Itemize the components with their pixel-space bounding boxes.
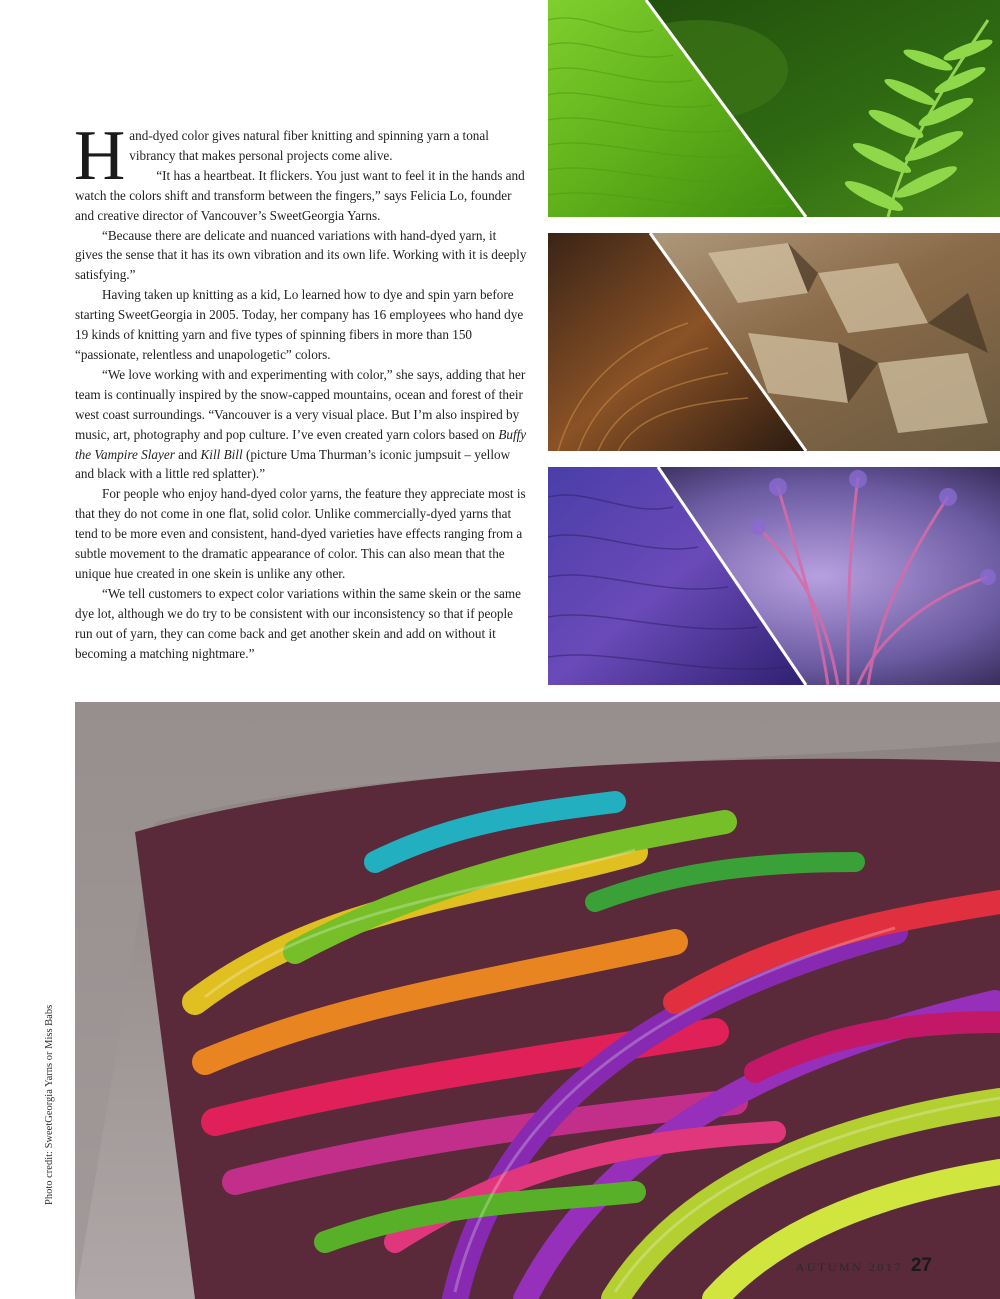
article-paragraph-1: Hand-dyed color gives natural fiber knitting and spinning yarn a tonal vibrancy that makes personal projects come alive.: [74, 117, 489, 195]
article-paragraph-4: Having taken up knitting as a kid, Lo learned how to dye and spin yarn before starting SweetGeorgia in 2005. Today, her company has 16 employees who hand dye 19 kinds of knitting yarn and five types of spinning fibers in more than 150 “passionate, relentless and unapologetic” colors.: [75, 287, 524, 362]
kill-bill-title: Kill Bill: [200, 446, 243, 462]
issue-label: AUTUMN 2017: [795, 1260, 903, 1274]
brown-yarn-bark-photo: [548, 233, 1000, 451]
article-paragraph-2: “It has a heartbeat. It flickers. You just want to feel it in the hands and watch the colors shift and transform between the fingers,” says Felicia Lo, founder and creative director of Vancouver’s SweetGeorgia Yarns.: [75, 167, 525, 223]
article-paragraph-7: “We tell customers to expect color variations within the same skein or the same dye lot, although we do try to be consistent with our inconsistency so that if people run out of yarn, they can come back and get another skein and add on without it becoming a matching nightmare.”: [75, 585, 521, 661]
article-paragraph-5: “We love working with and experimenting with color,” she says, adding that her team is continually inspired by the snow-capped mountains, ocean and forest of their west coast surroundings. “Vancouver is a very visual place. But I’m also inspired by music, art, photography and pop culture. I’ve even created yarn colors based on Buffy the Vampire Slayer and Kill Bill (picture Uma Thurman’s iconic jumpsuit – yellow and black with a little red splatter).”: [75, 366, 527, 482]
drop-cap: H: [74, 117, 126, 195]
purple-yarn-flower-photo: [548, 467, 1000, 685]
page-number: 27: [910, 1255, 932, 1276]
green-yarn-fern-photo: [548, 0, 1000, 217]
hand-dyed-yarn-bin-photo: [75, 702, 1000, 1299]
article-paragraph-6: For people who enjoy hand-dyed color yarns, the feature they appreciate most is that they do not come in one flat, solid color. Unlike commercially-dyed yarns that tend to be more even and consistent, hand-dyed varieties have effects ranging from a subtle movement to the dramatic appearance of color. This can also mean that the unique hue created in one skein is unlike any other.: [75, 486, 526, 581]
buffy-title: Buffy the Vampire Slayer: [75, 426, 527, 462]
folio: [796, 1255, 932, 1277]
article-paragraph-3: “Because there are delicate and nuanced variations with hand-dyed yarn, it gives the sense that it has its own vibration and its own life. Working with it is deeply satisfying.”: [75, 227, 527, 283]
article-body: [74, 117, 527, 663]
photo-credit: Photo credit: SweetGeorgia Yarns or Miss Babs: [44, 1004, 55, 1205]
